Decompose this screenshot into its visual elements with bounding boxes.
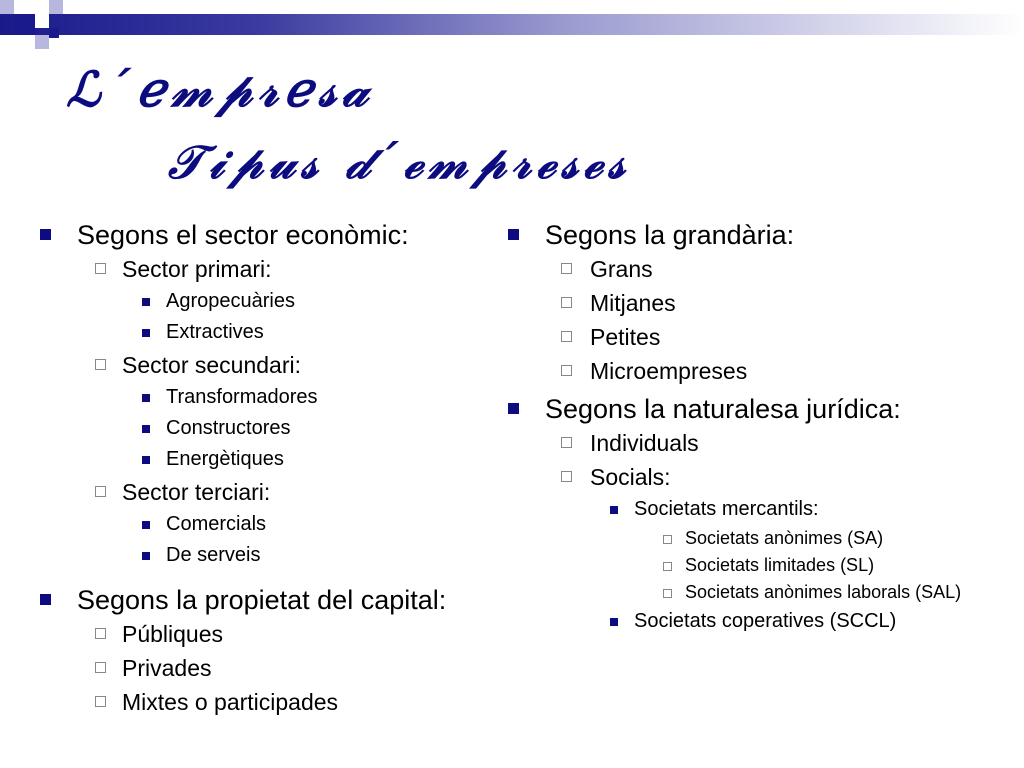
item-label: Sector secundari: [122, 352, 301, 378]
bullet-square-icon [142, 298, 150, 306]
item-label: Constructores [166, 417, 291, 439]
item-label: Mixtes o participades [122, 689, 339, 715]
bullet-hollow-square-icon [561, 471, 572, 482]
bullet-square-icon [142, 329, 150, 337]
item-label: Societats anònimes laborals (SAL) [685, 582, 962, 602]
bullet-square-icon [40, 594, 51, 605]
list-item [508, 525, 1008, 552]
item-label: Societats anònimes (SA) [685, 528, 884, 548]
list-item [508, 426, 1008, 460]
bullet-hollow-square-icon [561, 331, 572, 342]
list-item [40, 413, 490, 444]
bullet-hollow-square-icon [561, 437, 572, 448]
item-label: Privades [122, 655, 212, 681]
slide-title: ℒ´ℯ𝓂𝓅𝓇ℯ𝓈𝒶 [66, 62, 375, 118]
list-item [508, 494, 1008, 525]
item-label: Sector terciari: [122, 479, 271, 505]
item-label: Societats limitades (SL) [685, 555, 875, 575]
list-item [40, 617, 490, 651]
decor-square [35, 14, 49, 28]
list-item [40, 583, 490, 617]
bullet-hollow-square-icon [95, 696, 106, 707]
bullet-hollow-square-icon [95, 359, 106, 370]
item-label: Energètiques [166, 448, 284, 470]
list-item [40, 382, 490, 413]
bullet-square-icon [40, 229, 51, 240]
list-item [508, 286, 1008, 320]
bullet-hollow-square-icon [663, 535, 672, 544]
bullet-hollow-square-icon [95, 263, 106, 274]
item-label: Extractives [166, 321, 264, 343]
left-column-list [40, 218, 490, 719]
item-label: Comercials [166, 513, 267, 535]
bullet-square-icon [508, 403, 519, 414]
bullet-square-icon [142, 552, 150, 560]
item-label: Transformadores [166, 386, 318, 408]
slide-subtitle: 𝒯𝒾𝓅𝓊𝓈 𝒹´ℯ𝓂𝓅𝓇ℯ𝓈ℯ𝓈 [168, 135, 631, 189]
bullet-hollow-square-icon [663, 589, 672, 598]
decor-square [35, 35, 49, 49]
bullet-hollow-square-icon [561, 263, 572, 274]
right-column-list [508, 218, 1008, 637]
list-item [508, 552, 1008, 579]
list-item [508, 252, 1008, 286]
decor-square [14, 14, 35, 35]
item-label: Individuals [590, 430, 699, 456]
list-item [40, 540, 490, 571]
list-item [40, 685, 490, 719]
list-item [40, 218, 490, 252]
item-label: Societats coperatives (SCCL) [634, 610, 897, 632]
item-label: Sector primari: [122, 256, 272, 282]
item-label: Segons la naturalesa jurídica: [545, 394, 901, 424]
bullet-hollow-square-icon [95, 486, 106, 497]
list-item [508, 354, 1008, 388]
bullet-square-icon [142, 394, 150, 402]
list-item [508, 218, 1008, 252]
list-item [40, 317, 490, 348]
decor-square [49, 0, 63, 14]
bullet-hollow-square-icon [561, 365, 572, 376]
item-label: De serveis [166, 544, 261, 566]
list-item [40, 348, 490, 382]
bullet-hollow-square-icon [663, 562, 672, 571]
decor-square [0, 0, 14, 14]
item-label: Públiques [122, 621, 224, 647]
bullet-square-icon [142, 425, 150, 433]
list-item [40, 286, 490, 317]
bullet-square-icon [142, 521, 150, 529]
item-label: Segons el sector econòmic: [77, 220, 409, 250]
list-item [508, 320, 1008, 354]
item-label: Petites [590, 324, 661, 350]
bullet-hollow-square-icon [95, 628, 106, 639]
item-label: Societats mercantils: [634, 498, 819, 520]
list-item [40, 509, 490, 540]
item-label: Agropecuàries [166, 290, 295, 312]
item-label: Microempreses [590, 358, 748, 384]
item-label: Grans [590, 256, 653, 282]
list-item [508, 579, 1008, 606]
bullet-square-icon [610, 618, 618, 626]
bullet-square-icon [508, 229, 519, 240]
item-label: Socials: [590, 464, 671, 490]
bullet-square-icon [142, 456, 150, 464]
bullet-hollow-square-icon [95, 662, 106, 673]
bullet-hollow-square-icon [561, 297, 572, 308]
list-item [508, 606, 1008, 637]
item-label: Mitjanes [590, 290, 676, 316]
item-label: Segons la grandària: [545, 220, 795, 250]
bullet-square-icon [610, 506, 618, 514]
decor-square [49, 28, 59, 38]
header-gradient-bar [0, 14, 1024, 35]
decor-square [14, 35, 28, 49]
list-item [40, 444, 490, 475]
list-item [40, 651, 490, 685]
list-item [508, 460, 1008, 494]
item-label: Segons la propietat del capital: [77, 585, 447, 615]
list-item [508, 392, 1008, 426]
list-item [40, 475, 490, 509]
list-item [40, 252, 490, 286]
